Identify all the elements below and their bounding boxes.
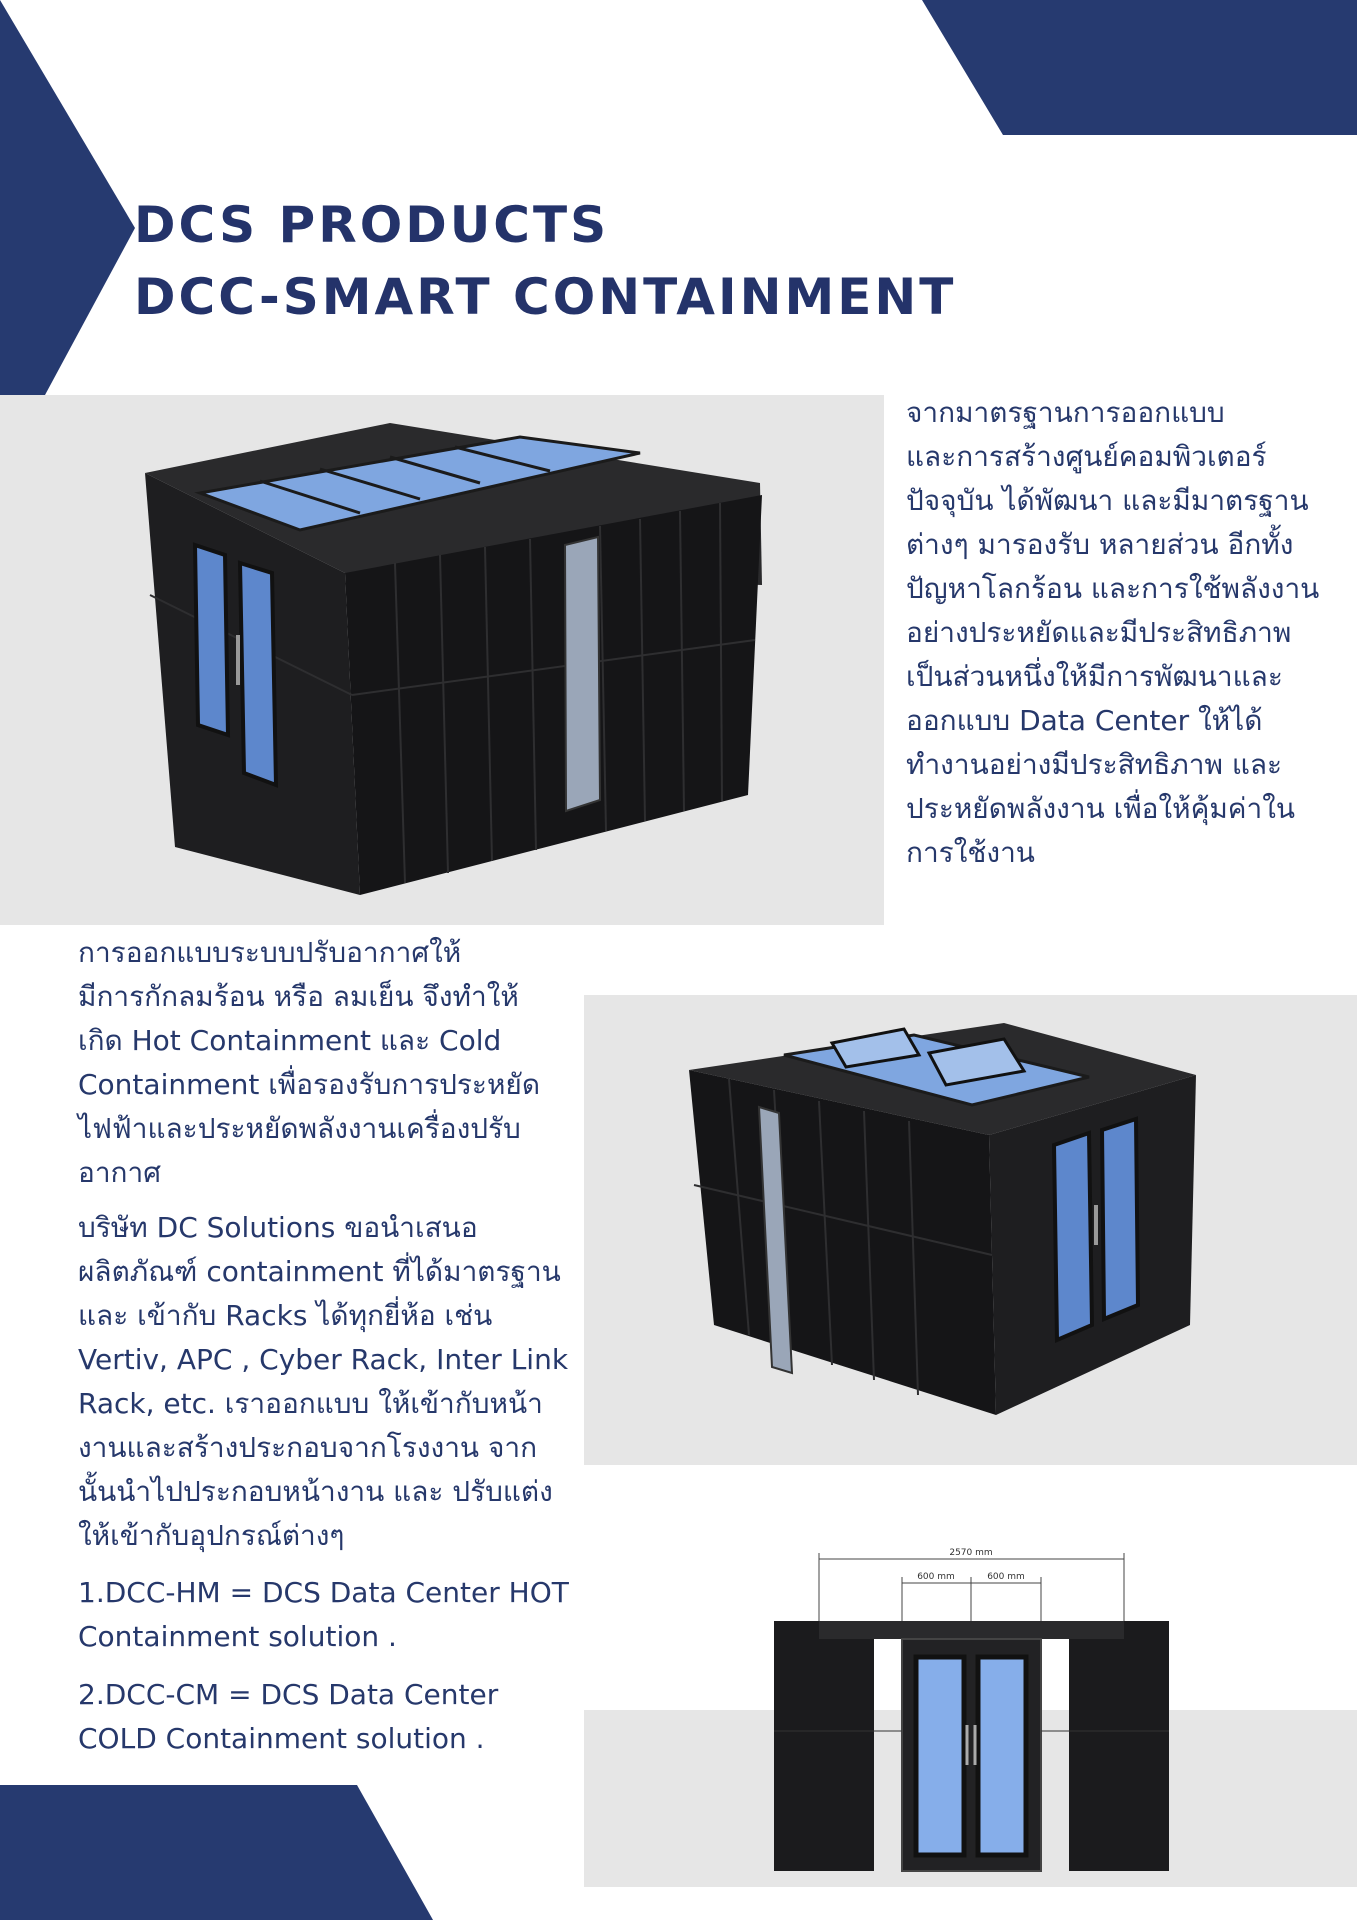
page-title: DCS PRODUCTS (134, 196, 610, 254)
intro-paragraph: จากมาตรฐานการออกแบบ และการสร้างศูนย์คอมพิวเตอร์ ปัจจุบัน ได้พัฒนา และมีมาตรฐาน ต่างๆ มารองรับ หลายส่วน อีกทั้ง ปัญหาโลกร้อน และการใช้พลังงาน อย่างประหยัดและมีประสิทธิภาพ เป็นส่วนหนึ่งให้มีการพัฒนาและ ออกแบบ Data Center ให้ได้ ทำงานอย่างมีประสิทธิภาพ และ ประหยัดพลังงาน เพื่อให้คุ้มค่าใน การใช้งาน (906, 396, 1320, 869)
product-item-hot: 1.DCC-HM = DCS Data Center HOT Containment solution . (78, 1576, 569, 1653)
top-right-trapezoid (922, 0, 1357, 135)
containment-render-image-1 (0, 395, 884, 925)
page-subtitle: DCC-SMART CONTAINMENT (134, 268, 957, 326)
dimension-total-label: 2570 mm (949, 1548, 993, 1558)
design-paragraph: การออกแบบระบบปรับอากาศให้ มีการกักลมร้อน หรือ ลมเย็น จึงทำให้ เกิด Hot Containment และ Cold Containment เพื่อรองรับการประหยัด ไฟฟ้าและประหยัดพลังงานเครื่องปรับ อากาศ (78, 936, 541, 1189)
top-left-triangle (0, 0, 135, 395)
product-item-cold: 2.DCC-CM = DCS Data Center COLD Containment solution . (78, 1678, 499, 1755)
dimension-right-label: 600 mm (987, 1572, 1025, 1582)
bottom-left-trapezoid (0, 1785, 433, 1920)
containment-render-image-2 (584, 995, 1357, 1465)
company-paragraph: บริษัท DC Solutions ขอนำเสนอ ผลิตภัณฑ์ containment ที่ได้มาตรฐาน และ เข้ากับ Racks ได้ทุกยี่ห้อ เช่น Vertiv, APC , Cyber Rack, Inter Link Rack, etc. เราออกแบบ ให้เข้ากับหน้า งานและสร้างประกอบจากโรงงาน จาก นั้นนำไปประกอบหน้างาน และ ปรับแต่ง ให้เข้ากับอุปกรณ์ต่างๆ (78, 1211, 569, 1552)
dimension-left-label: 600 mm (917, 1572, 955, 1582)
front-elevation-drawing (584, 1535, 1357, 1887)
